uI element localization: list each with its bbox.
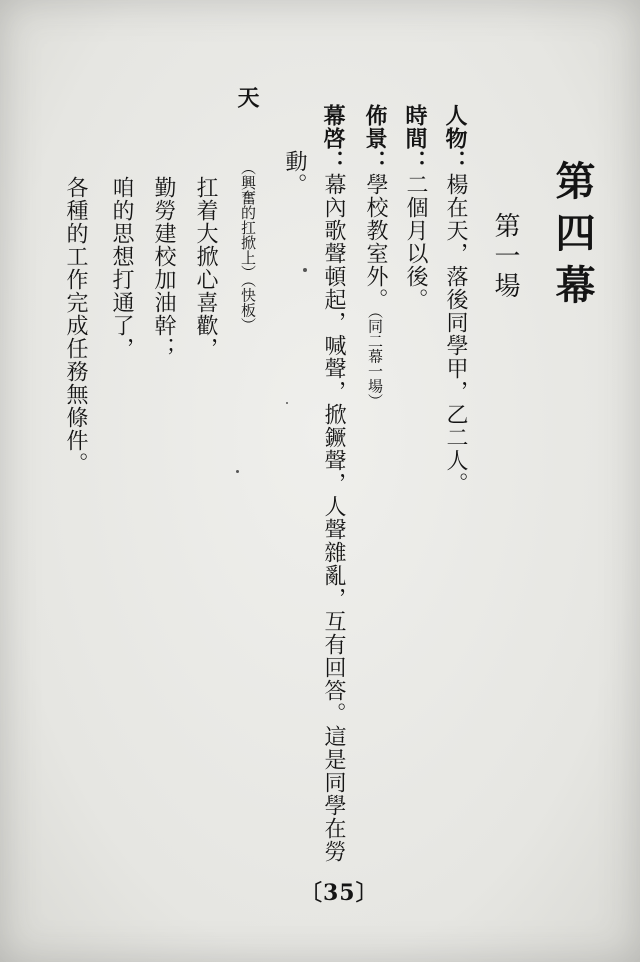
curtain-line	[322, 104, 344, 863]
verse-line: 扛着大掀心喜歡，	[193, 176, 218, 360]
curtain-text: 幕內歌聲頓起，喊聲，掀鐝聲，人聲雜亂，互有回答。這是同學在勞	[321, 173, 346, 863]
print-speck	[303, 268, 307, 272]
time-text: 二個月以後。	[403, 173, 428, 311]
verse-line: 咱的思想打通了，	[109, 176, 134, 360]
curtain-line-continued: 動。	[282, 150, 307, 196]
time-label: 時間：	[402, 104, 428, 173]
characters-text: 楊在天，落後同學甲，乙二人。	[443, 173, 468, 495]
speaker-name: 天	[234, 86, 260, 109]
setting-text: 學校教室外。	[363, 173, 388, 311]
stage-direction: （興奮的扛掀上）（快板）	[239, 160, 257, 333]
setting-line	[364, 104, 386, 409]
time-line	[404, 104, 426, 311]
scene-title: 第一場	[490, 212, 520, 302]
verse-line: 勤勞建校加油幹；	[151, 176, 176, 360]
print-speck	[236, 470, 239, 473]
setting-note: （同二幕一場）	[366, 311, 384, 409]
setting-label: 佈景：	[362, 104, 388, 173]
verse-line: 各種的工作完成任務無條件。	[63, 176, 88, 475]
act-title: 第四幕	[549, 160, 596, 316]
print-speck	[286, 402, 288, 404]
curtain-label: 幕啓：	[320, 104, 346, 173]
characters-label: 人物：	[442, 104, 468, 173]
characters-line	[444, 104, 466, 495]
page-number: 〔35〕	[300, 880, 379, 906]
